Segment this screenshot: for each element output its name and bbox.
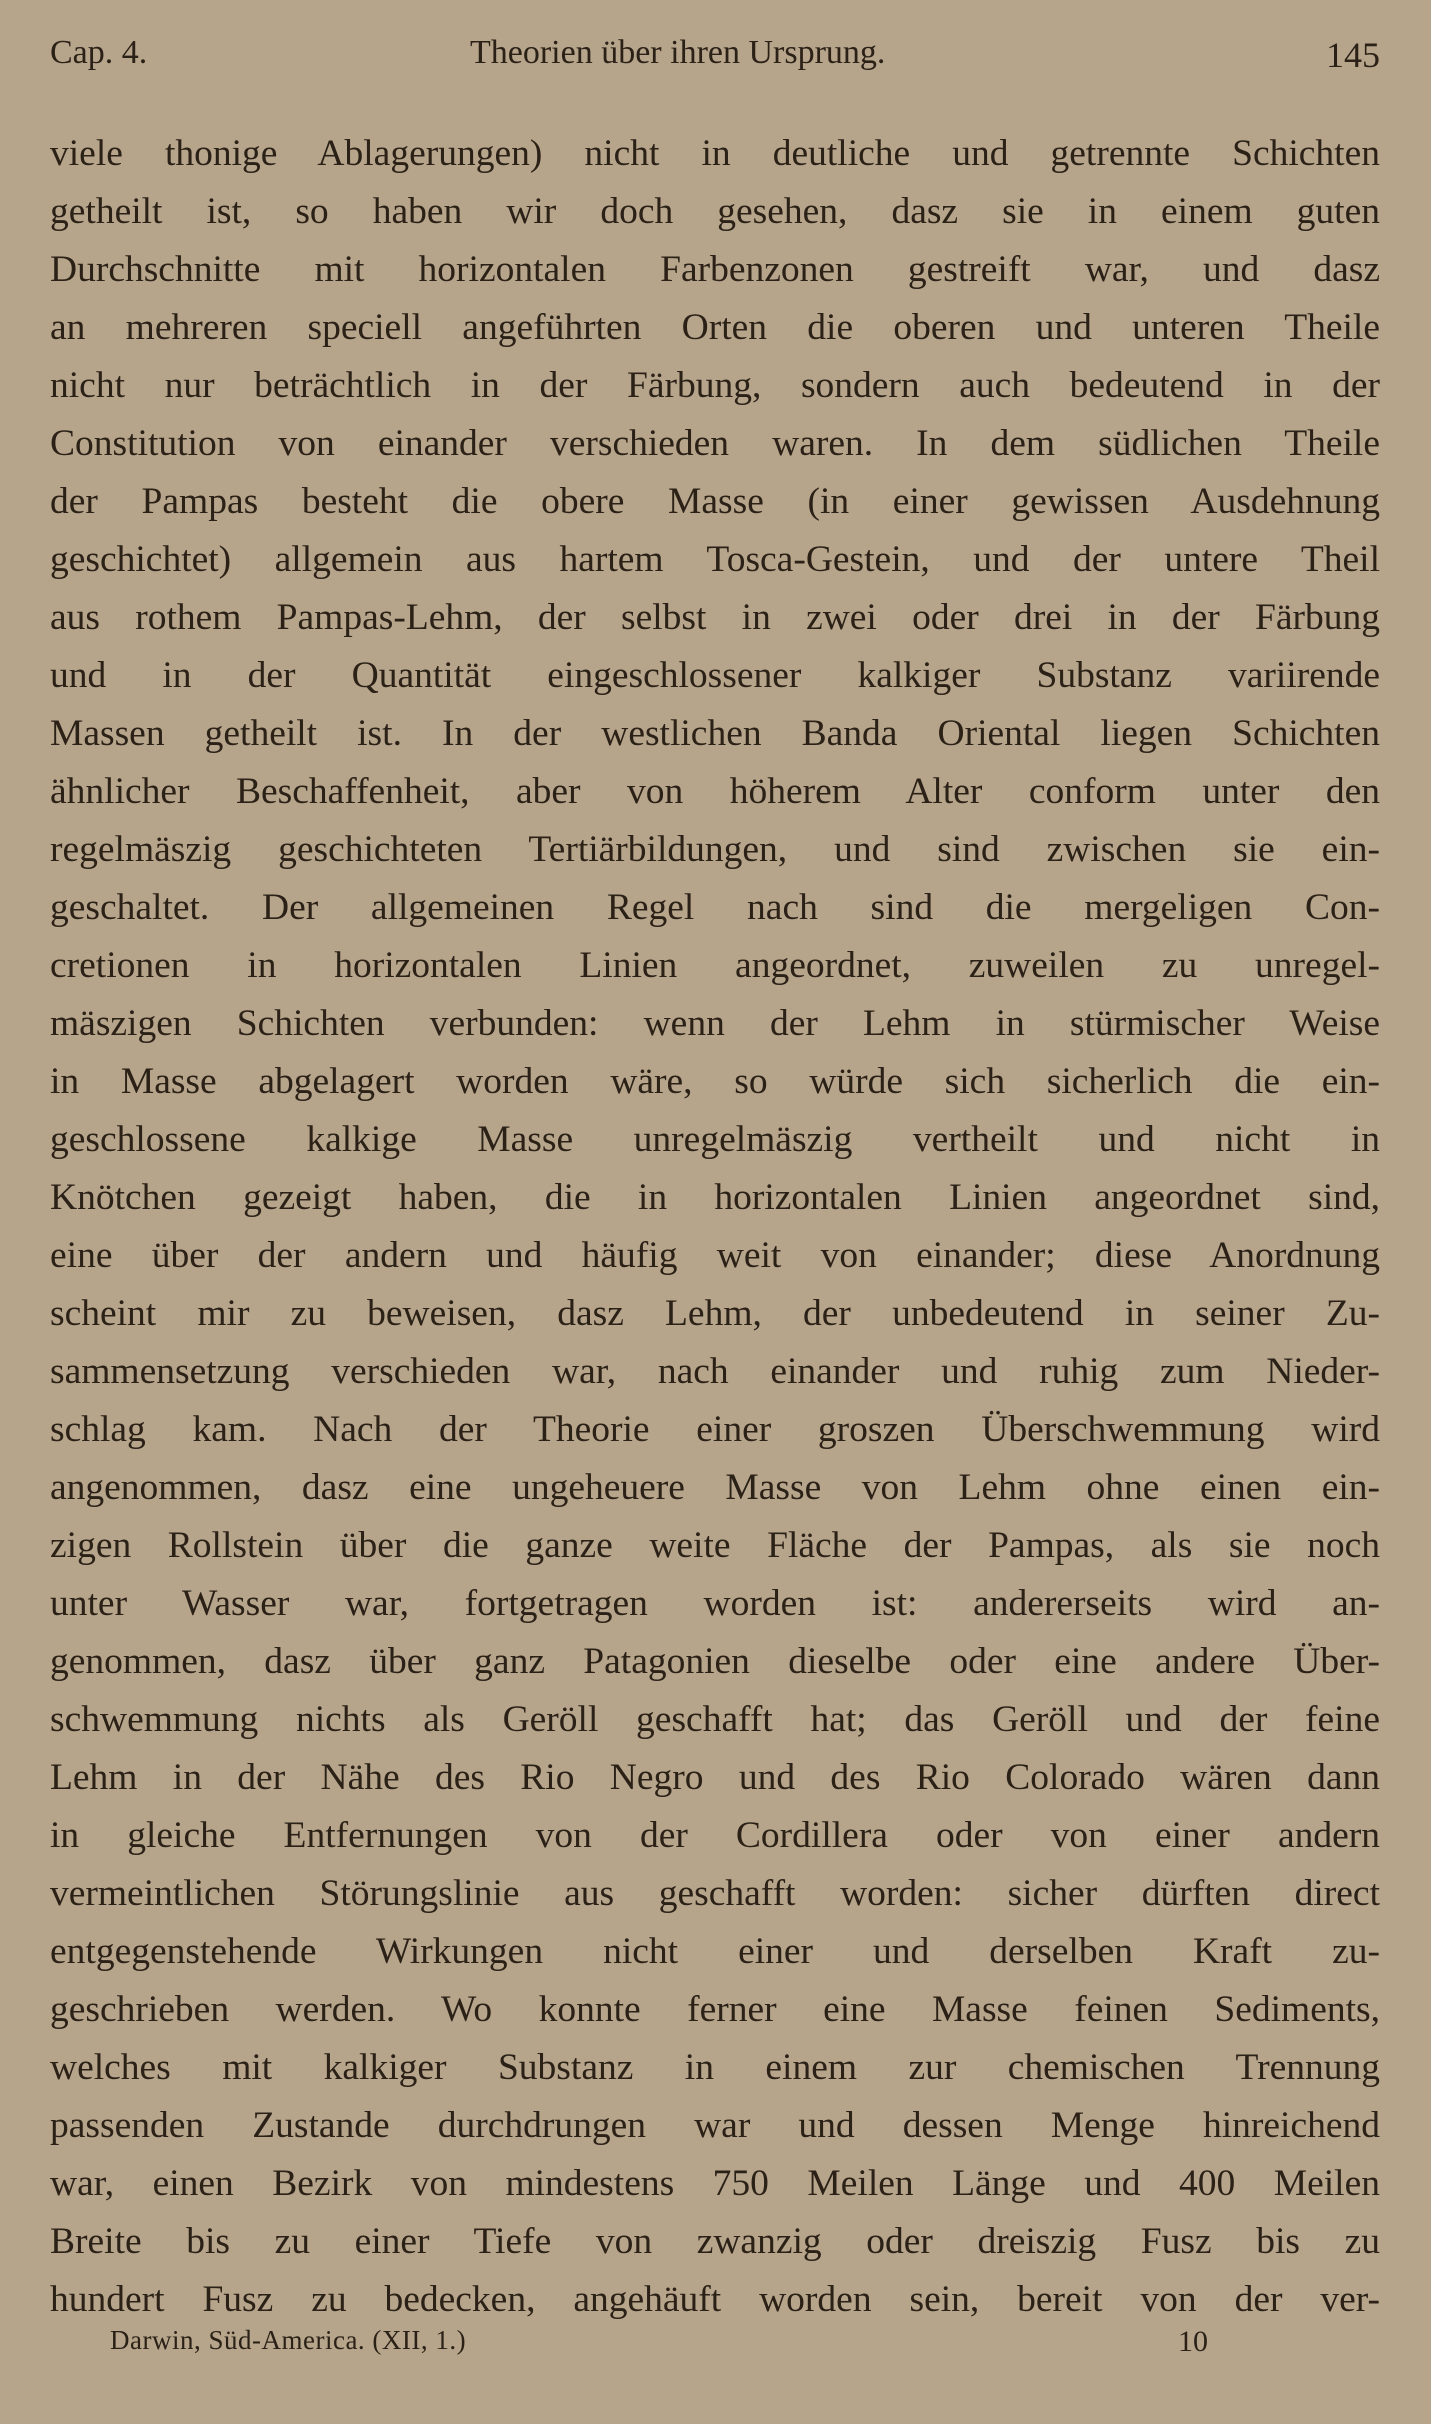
text-line: an mehreren speciell angeführten Orten die oberen und unteren Theile [50,307,1380,348]
text-line: war, einen Bezirk von mindestens 750 Meilen Länge und 400 Meilen [50,2163,1380,2204]
body-text [50,125,1380,2329]
text-line: mäszigen Schichten verbunden: wenn der Lehm in stürmischer Weise [50,1003,1380,1044]
text-line: geschaltet. Der allgemeinen Regel nach sind die mergeligen Con- [50,887,1380,928]
text-line: schwemmung nichts als Geröll geschafft hat; das Geröll und der feine [50,1699,1380,1740]
text-line: geschlossene kalkige Masse unregelmäszig vertheilt und nicht in [50,1119,1380,1160]
sheet-number: 10 [1178,2325,1208,2358]
text-line: ähnlicher Beschaffenheit, aber von höherem Alter conform unter den [50,771,1380,812]
text-line: welches mit kalkiger Substanz in einem zur chemischen Trennung [50,2047,1380,2088]
text-line: angenommen, dasz eine ungeheuere Masse von Lehm ohne einen ein- [50,1467,1380,1508]
text-line: aus rothem Pampas-Lehm, der selbst in zwei oder drei in der Färbung [50,597,1380,638]
text-line: Durchschnitte mit horizontalen Farbenzonen gestreift war, und dasz [50,249,1380,290]
text-line: sammensetzung verschieden war, nach einander und ruhig zum Nieder- [50,1351,1380,1392]
text-line: nicht nur beträchtlich in der Färbung, sondern auch bedeutend in der [50,365,1380,406]
running-title: Theorien über ihren Ursprung. [470,34,886,71]
text-line: Knötchen gezeigt haben, die in horizontalen Linien angeordnet sind, [50,1177,1380,1218]
running-header [50,34,1380,82]
text-line: Constitution von einander verschieden waren. In dem südlichen Theile [50,423,1380,464]
text-line: vermeintlichen Störungslinie aus geschafft worden: sicher dürften direct [50,1873,1380,1914]
text-line: geschrieben werden. Wo konnte ferner eine Masse feinen Sediments, [50,1989,1380,2030]
page-number: 145 [1326,35,1380,75]
text-line: scheint mir zu beweisen, dasz Lehm, der unbedeutend in seiner Zu- [50,1293,1380,1334]
text-line: zigen Rollstein über die ganze weite Fläche der Pampas, als sie noch [50,1525,1380,1566]
text-line: entgegenstehende Wirkungen nicht einer und derselben Kraft zu- [50,1931,1380,1972]
text-line: cretionen in horizontalen Linien angeordnet, zuweilen zu unregel- [50,945,1380,986]
text-line: hundert Fusz zu bedecken, angehäuft worden sein, bereit von der ver- [50,2279,1380,2320]
text-line: Massen getheilt ist. In der westlichen Banda Oriental liegen Schichten [50,713,1380,754]
text-line: Lehm in der Nähe des Rio Negro und des Rio Colorado wären dann [50,1757,1380,1798]
text-line: eine über der andern und häufig weit von einander; diese Anordnung [50,1235,1380,1276]
chapter-label: Cap. 4. [50,34,148,71]
printer-signature: Darwin, Süd-America. (XII, 1.) [110,2325,467,2355]
text-line: Breite bis zu einer Tiefe von zwanzig oder dreiszig Fusz bis zu [50,2221,1380,2262]
text-line: genommen, dasz über ganz Patagonien dieselbe oder eine andere Über- [50,1641,1380,1682]
text-line: getheilt ist, so haben wir doch gesehen, dasz sie in einem guten [50,191,1380,232]
text-line: in Masse abgelagert worden wäre, so würde sich sicherlich die ein- [50,1061,1380,1102]
text-line: unter Wasser war, fortgetragen worden ist: andererseits wird an- [50,1583,1380,1624]
text-line: geschichtet) allgemein aus hartem Tosca-Gestein, und der untere Theil [50,539,1380,580]
text-line: viele thonige Ablagerungen) nicht in deutliche und getrennte Schichten [50,133,1380,174]
text-line: in gleiche Entfernungen von der Cordillera oder von einer andern [50,1815,1380,1856]
text-line: regelmäszig geschichteten Tertiärbildungen, und sind zwischen sie ein- [50,829,1380,870]
text-line: der Pampas besteht die obere Masse (in einer gewissen Ausdehnung [50,481,1380,522]
text-line: schlag kam. Nach der Theorie einer groszen Überschwemmung wird [50,1409,1380,1450]
text-line: passenden Zustande durchdrungen war und dessen Menge hinreichend [50,2105,1380,2146]
page-footer [60,2325,1220,2365]
text-line: und in der Quantität eingeschlossener kalkiger Substanz variirende [50,655,1380,696]
